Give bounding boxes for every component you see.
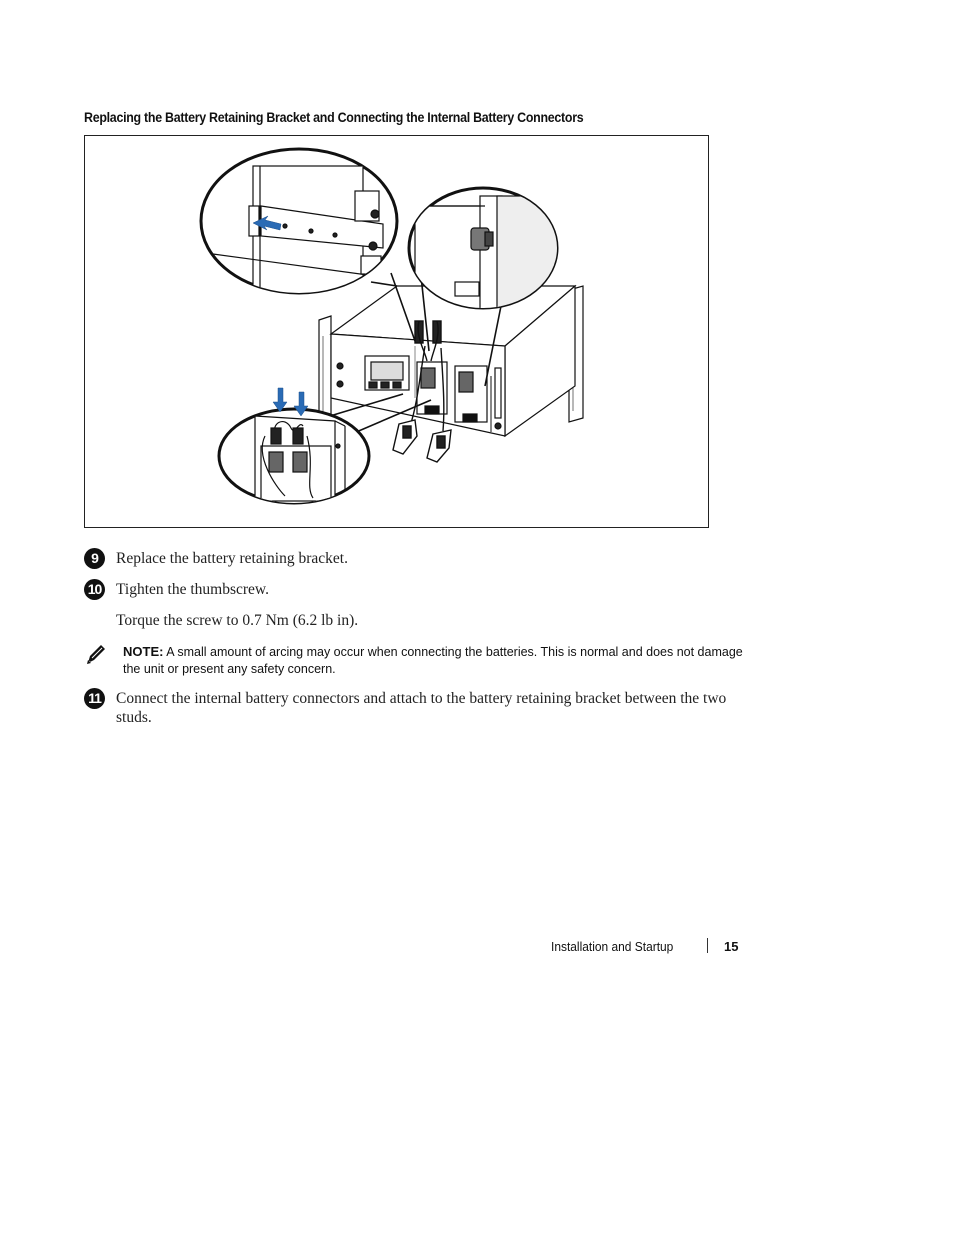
step-9-text: Replace the battery retaining bracket.: [116, 550, 348, 567]
step-11-text: Connect the internal battery connectors and attach to the battery retaining bracket between the two studs.: [116, 690, 727, 726]
footer-divider: [707, 938, 708, 953]
footer-section-title: Installation and Startup: [551, 939, 674, 954]
battery-installation-figure: [84, 135, 709, 528]
note-text: A small amount of arcing may occur when connecting the batteries. This is normal and does not damage the unit or present any safety concern.: [123, 645, 743, 676]
step-10-detail: Torque the screw to 0.7 Nm (6.2 lb in).: [116, 612, 359, 629]
step-10-badge: 10: [84, 579, 105, 600]
battery-bracket-callout: [201, 149, 397, 296]
ups-rack-unit-illustration: [85, 136, 708, 527]
section-heading: Replacing the Battery Retaining Bracket and Connecting the Internal Battery Connectors: [84, 110, 584, 125]
step-9-badge: 9: [84, 548, 105, 569]
note-block: [123, 643, 763, 678]
battery-connector-callout: [219, 388, 369, 511]
ups-chassis: [331, 286, 575, 436]
step-10-text: Tighten the thumbscrew.: [116, 581, 269, 598]
step-11-badge: 11: [84, 688, 105, 709]
pencil-note-icon: [86, 643, 106, 665]
footer-page-number: 15: [724, 939, 739, 954]
note-label: NOTE:: [123, 644, 164, 659]
